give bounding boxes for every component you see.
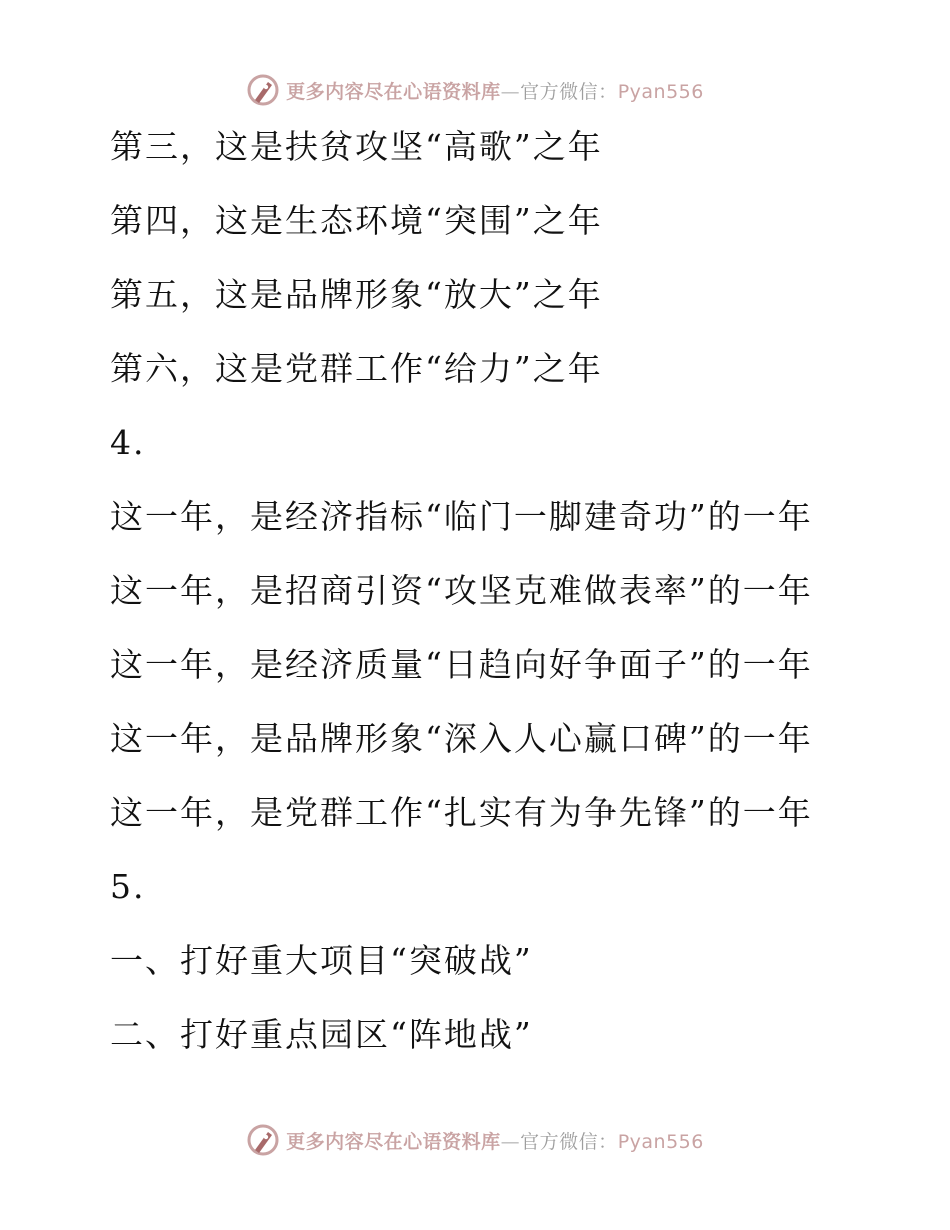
watermark-separator: — [500, 80, 521, 103]
text-line: 这一年，是经济指标“临门一脚建奇功”的一年 [110, 497, 813, 536]
watermark-sub: 官方微信： [520, 1130, 618, 1153]
pen-logo-icon [246, 73, 280, 107]
watermark-id: Pyan556 [617, 1130, 704, 1153]
header-watermark [0, 70, 950, 110]
section-number: 4. [110, 423, 146, 462]
text-line: 第五，这是品牌形象“放大”之年 [110, 275, 603, 314]
text-line: 一、打好重大项目“突破战” [110, 941, 533, 980]
text-line: 这一年，是招商引资“攻坚克难做表率”的一年 [110, 571, 813, 610]
text-line: 这一年，是品牌形象“深入人心赢口碑”的一年 [110, 719, 813, 758]
text-line: 这一年，是党群工作“扎实有为争先锋”的一年 [110, 793, 813, 832]
text-line: 第六，这是党群工作“给力”之年 [110, 349, 603, 388]
text-line: 第三，这是扶贫攻坚“高歌”之年 [110, 127, 603, 166]
watermark-main: 更多内容尽在心语资料库 [286, 80, 501, 103]
text-line: 二、打好重点园区“阵地战” [110, 1015, 533, 1054]
pen-logo-icon [246, 1123, 280, 1157]
watermark-sub: 官方微信： [520, 80, 618, 103]
watermark-main: 更多内容尽在心语资料库 [286, 1130, 501, 1153]
watermark-id: Pyan556 [617, 80, 704, 103]
text-line: 这一年，是经济质量“日趋向好争面子”的一年 [110, 645, 813, 684]
watermark-separator: — [500, 1130, 521, 1153]
text-line: 第四，这是生态环境“突围”之年 [110, 201, 603, 240]
footer-watermark [0, 1120, 950, 1160]
document-body [110, 110, 930, 1072]
section-number: 5. [110, 867, 146, 906]
